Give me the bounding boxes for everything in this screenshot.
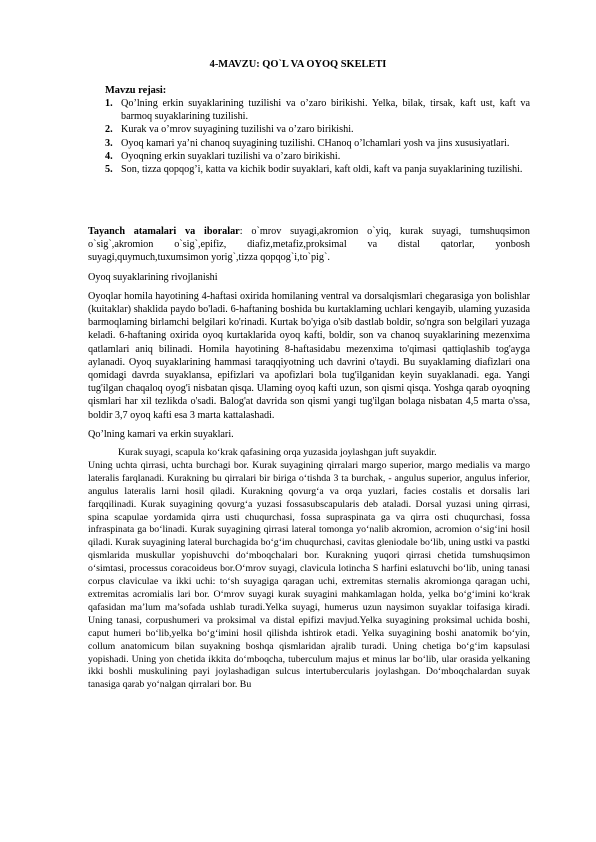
scapula-intro-paragraph: Kurak suyagi, scapula ko‘krak qafasining orqa yuzasida joylashgan juft suyakdir. [118, 447, 437, 459]
plan-item [105, 123, 530, 136]
plan-item [105, 163, 530, 176]
plan-item-number: 2. [105, 124, 113, 136]
plan-item-text: Qo’lning erkin suyaklarining tuzilishi va o’zaro birikishi. Yelka, bilak, tirsak, kaft ust, kaft va barmoq suyaklarining tuzilishi. [121, 98, 530, 123]
plan-item-text: Son, tizza qopqog’i, katta va kichik bodir suyaklari, kaft oldi, kaft va panja suyaklarining tuzilishi. [121, 164, 523, 176]
plan-item-text: Oyoqning erkin suyaklari tuzilishi va o’zaro birikishi. [121, 150, 341, 162]
plan-item-number: 1. [105, 98, 113, 109]
scapula-paragraph: Uning uchta qirrasi, uchta burchagi bor. Kurak suyagining qirralari margo superior, margo medialis va margo lateralis farqlanadi. Kurakning bu qirralari bir biriga o‘tishda 3 ta burchak, - angulus superior, angulus inferior, angulus lateralis larni hosil qiladi. Kurakning qovurg‘a va orqa yuzlari, facies costalis et dorsalis lari farqqilinadi. Kurak suyagining qovurg‘a yuzasi fossasubscapularis deb ataladi. Dorsal yuzasi uning qirrasi, spina scapulae yordamida qirra usti chuqurchasi, fossa supraspinata ga va qirra osti chuqurchasi, fossa infraspinata ga bo‘linadi. Kurak suyagining qirrasi lateral tomonga yo‘nalib akromion, acromion o‘sig‘ini hosil qiladi. Kurak suyagining lateral burchagida bo‘g‘im chuqurchasi, cavitas gleniodale bo‘lib, uning ustki va pastki qismlarida muskullar yopishuvchi do‘mboqchalari bor. Kurakning yuqori qirrasi chetida tumshuqsimon o‘simtasi, processus coracoideus bor.O‘mrov suyagi, clavicula lotincha S harfini eslatuvchi bo‘lib, uning tanasi corpus claviculae va ikki uchi: to‘sh suyagiga qaragan uchi, extremitas sternalis akromionga qaragan uchi, extremitas acromialis lari bor. O‘mrov suyagi kurak suyagini mahkamlagan holda, yelka bo‘g‘imini ko‘krak qafasidan ma’lum ma’sofada ushlab turadi.Yelka suyagi, humerus uzun naysimon suyaklar toifasiga kiradi. Uning tanasi, corpushumeri va proksimal va distal epifizi mavjud.Yelka suyagining proksimal uchida boshi, caput humeri bo‘lib,yelka bo‘g‘imini hosil qilishda ishtirok etadi. Yelka suyagining boshi anatomik bo‘yin, collum anatomicum bilan suyakning boshqa qismlaridan ajralib turadi. Uning chetiga bo‘g‘im kapsulasi yopishadi. Uning yon chetida ikkita do‘mboqcha, tuberculum majus et minus lar bo‘lib, ular orasida yelkaning ikki boshli muskulining payi joylashadigan sulcus intertubercularis joylashgan. Do‘mboqchalardan suyak tanasiga qarab yo‘nalgan qirralari bor. Bu [88, 459, 530, 691]
plan-list [105, 97, 530, 176]
plan-item [105, 150, 530, 163]
document-body [88, 225, 530, 692]
plan-item-number: 3. [105, 137, 113, 149]
plan-heading: Mavzu rejasi: [105, 85, 167, 96]
plan-item-number: 5. [105, 164, 113, 176]
page-title: 4-MAVZU: QO`L VA OYOQ SKELETI [209, 59, 387, 70]
plan-item [105, 137, 530, 150]
topic-plan [105, 72, 530, 176]
plan-item-number: 4. [105, 150, 113, 162]
keywords-paragraph [88, 225, 530, 265]
plan-item [105, 97, 530, 123]
plan-item-text: Kurak va o’mrov suyagining tuzilishi va o’zaro birikishi. [121, 124, 354, 136]
keywords-label: Tayanch atamalari va iboralar [88, 226, 240, 237]
section-heading-arm-girdle: Qo’lning kamari va erkin suyaklari. [88, 428, 234, 440]
development-paragraph: Oyoqlar homila hayotining 4-haftasi oxirida homilaning ventral va dorsalqismlari chegarasiga yon bolishlar (kuitaklar) shaklida paydo bo'ladi. 6-haftaning boshida bu kurtaklaming uchlari kengayib, ulaming yuzasida barmoqlaming birlamchi belgilari ko'rinadi. Kurtak bo'yiga o'sib dastlab boldir, so'ngra son belgilari yuzaga keladi. 6-haftaning oxirida oyoq kurtaklarida oyoq kafti, boldir, son va chanoq suyaklarining mezenxima qatlamlari aniq bilinadi. Homila hayotining 8-haftasidabu mezenxima to'qimasi qattiqlashib tog'ayga aylanadi. Oyoq suyaklarining hammasi taraqqiyotning uch davrini o'taydi. Bu suyaklaming diafizlari ona qomidagi davrda suyaklansa, epifizlari va apofizlari bola tug'ilganidan keyin suyaklanadi. ega. Yangi tug'ilgan chaqaloq oyog'i nisbatan qisqa. Ulaming oyoq kafti uzun, son qismi qisqa. Yoshga qarab oyoqning qismlari har xil tezlikda o'sadi. Balog'at davrida son qismi yangi tug'ilgan bolaga nisbatan 4,5 marta o'ssa, boldir 3,7 oyoq kafti esa 3 marta kattalashadi. [88, 290, 530, 421]
plan-item-text: Oyoq kamari ya’ni chanoq suyagining tuzilishi. CHanoq o’lchamlari yosh va jins xususiyatlari. [121, 137, 510, 149]
keywords-text: : o`mrov suyagi,akromion o`yiq, kurak suyagi, tumshuqsimon o`sig`,akromion o`sig`,epifiz, diafiz,metafiz,proksimal va distal qatorlar, yonbosh suyagi,quymuch,tuxumsimon yorig`,tizza qopqog`i,to`pig`. [88, 226, 530, 264]
section-heading-development: Oyoq suyaklarining rivojlanishi [88, 271, 218, 283]
